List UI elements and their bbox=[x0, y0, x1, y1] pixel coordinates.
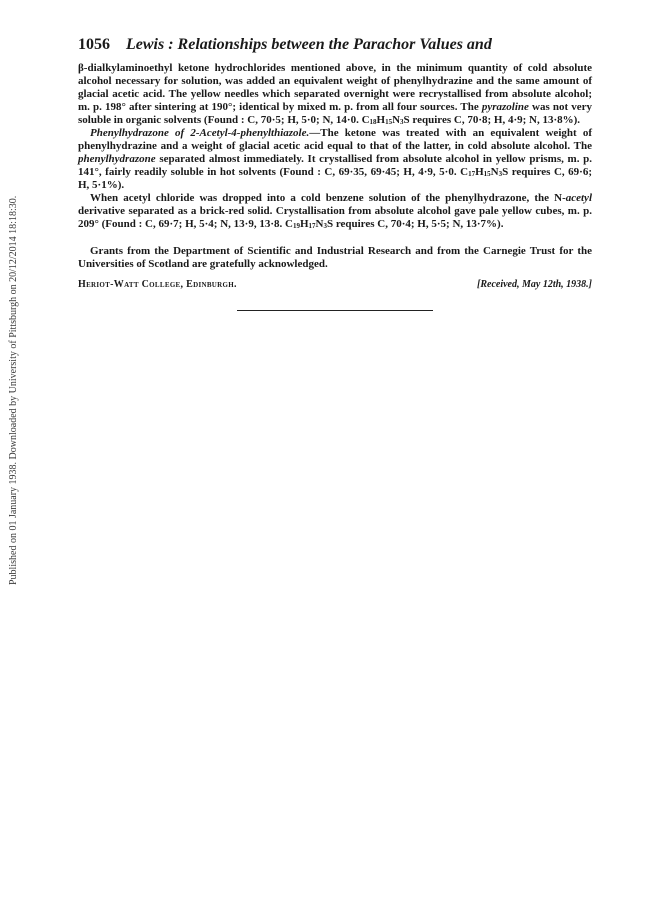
text-run: derivative separated as a brick-red solid. Crystallisation from absolute alcohol gave pale yellow cubes, m. p. 209° (Found : C, 69·7; H, 5·4; N, 13·9, 13·8. C bbox=[78, 205, 592, 230]
text-run: H bbox=[376, 114, 386, 126]
publication-note-text: Published on 01 January 1938. Downloaded by University of Pittsburgh on 20/12/2014 18:18:30. bbox=[8, 195, 19, 585]
publication-sidebar-note bbox=[0, 0, 19, 912]
subscript: 19 bbox=[292, 222, 300, 230]
text-run: When acetyl chloride was dropped into a cold benzene solution of the phenylhydrazone, the N- bbox=[90, 192, 566, 204]
subscript: 3 bbox=[323, 222, 327, 230]
text-run: S requires C, 70·8; H, 4·9; N, 13·8%). bbox=[403, 114, 581, 126]
page-number: 1056 bbox=[78, 36, 110, 53]
section-heading: Phenylhydrazone of 2-Acetyl-4-phenylthiazole. bbox=[90, 127, 310, 139]
text-run: H bbox=[299, 218, 309, 230]
subscript: 15 bbox=[385, 118, 393, 126]
subscript: 17 bbox=[468, 170, 476, 178]
paragraph-phenylhydrazone bbox=[78, 127, 592, 192]
italic-term: acetyl bbox=[565, 192, 592, 204]
subscript: 3 bbox=[400, 118, 404, 126]
text-run: N bbox=[315, 218, 324, 230]
page-content bbox=[78, 36, 592, 311]
text-run: separated almost immediately. It crystallised from absolute alcohol in yellow prisms, m. p. 141°, fairly readily soluble in hot solvents (Found : C, 69·35, 69·45; H, 4·9, 5·0. C bbox=[78, 153, 592, 178]
subscript: 17 bbox=[308, 222, 316, 230]
text-run: N bbox=[392, 114, 401, 126]
page-header bbox=[78, 36, 592, 58]
text-run: was not very soluble in organic solvents (Found : C, 70·5; H, 5·0; N, 14·0. C bbox=[78, 101, 592, 126]
text-run: S requires C, 69·6; H, 5·1%). bbox=[78, 166, 592, 191]
subscript: 15 bbox=[483, 170, 491, 178]
acknowledgement-paragraph: Grants from the Department of Scientific and Industrial Research and from the Carnegie Trust for the Universities of Scotland are gratefully acknowledged. bbox=[78, 245, 592, 270]
subscript: 3 bbox=[498, 170, 503, 178]
text-run: β-dialkylaminoethyl ketone hydrochlorides mentioned above, in the minimum quantity of cold absolute alcohol necessary for solution, was added an equivalent weight of phenylhydrazine and the same amount of glacial acetic acid. The yellow needles which separated overnight were recrystallised from absolute alcohol; m. p. 198° after sintering at 190°; identical by mixed m. p. from all four sources. The bbox=[78, 62, 592, 113]
received-date: [Received, May 12th, 1938.] bbox=[477, 279, 592, 290]
text-run: N bbox=[490, 166, 499, 178]
subscript: 18 bbox=[369, 118, 377, 126]
italic-term: pyrazoline bbox=[481, 101, 529, 113]
running-title: Lewis : Relationships between the Parachor Values and bbox=[126, 36, 492, 53]
spacer bbox=[78, 231, 592, 245]
end-rule bbox=[237, 310, 433, 311]
article-footer bbox=[78, 279, 592, 290]
paragraph-pyrazoline bbox=[78, 62, 592, 127]
paragraph-acetyl-derivative bbox=[78, 192, 592, 231]
text-run: —The ketone was treated with an equivalent weight of phenylhydrazine and a weight of glacial acetic acid equal to that of the latter, in cold absolute alcohol. The bbox=[78, 127, 593, 152]
affiliation: Heriot-Watt College, Edinburgh. bbox=[78, 279, 237, 290]
text-run: S requires C, 70·4; H, 5·5; N, 13·7%). bbox=[326, 218, 504, 230]
italic-term: phenylhydrazone bbox=[78, 153, 156, 165]
text-run: H bbox=[475, 166, 484, 178]
